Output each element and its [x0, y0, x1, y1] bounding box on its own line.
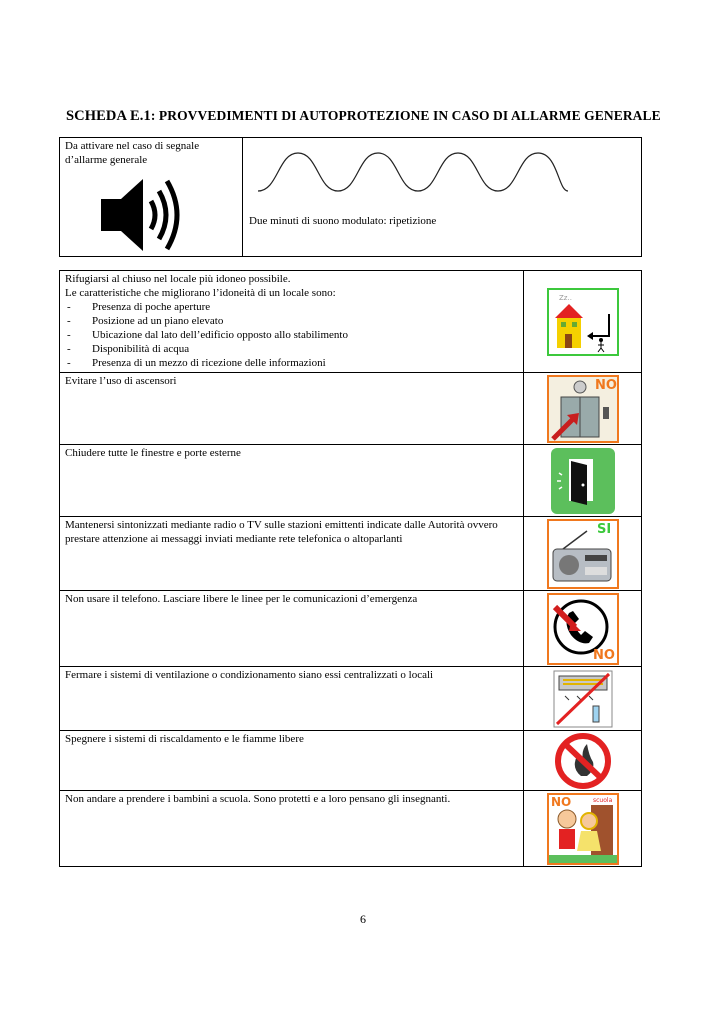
sound-description: Due minuti di suono modulato: ripetizione	[249, 215, 437, 227]
action-row	[60, 373, 642, 445]
action-line: Fermare i sistemi di ventilazione o condizionamento siano essi centralizzati o locali	[65, 669, 434, 681]
action-text-cell	[60, 591, 524, 667]
shelter-house-icon	[547, 288, 619, 356]
action-line: Le caratteristiche che migliorano l’idoneità di un locale sono:	[65, 287, 336, 299]
no-flames-icon	[553, 732, 613, 790]
action-text-cell	[60, 445, 524, 517]
radio-yes-icon	[547, 519, 619, 589]
action-line: Chiudere tutte le finestre e porte esterne	[65, 447, 241, 459]
action-line: Mantenersi sintonizzati mediante radio o TV sulle stazioni emittenti indicate dalle Autorità ovvero prestare attenzione ai messaggi inviati mediante rete telefonica o altoparlanti	[65, 519, 498, 545]
svg-text:Zz..: Zz..	[558, 293, 572, 302]
list-item: - Disponibilità di acqua	[65, 342, 518, 356]
action-line: Rifugiarsi al chiuso nel locale più idoneo possibile.	[65, 273, 291, 285]
speaker-icon	[99, 175, 199, 255]
close-door-icon	[547, 447, 619, 515]
title-prefix: SCHEDA E.1	[66, 108, 151, 124]
alarm-sound-cell	[243, 138, 642, 257]
room-features-list	[65, 300, 518, 370]
no-badge: NO	[594, 377, 617, 393]
action-icon-cell	[524, 591, 642, 667]
action-icon-cell	[524, 373, 642, 445]
action-line: Non andare a prendere i bambini a scuola. Sono protetti e a loro pensano gli insegnanti.	[65, 793, 451, 805]
action-row	[60, 667, 642, 731]
action-text-cell	[60, 667, 524, 731]
action-text-cell	[60, 271, 524, 373]
action-line: Spegnere i sistemi di riscaldamento e le fiamme libere	[65, 733, 304, 745]
page-title	[66, 108, 661, 125]
action-text-cell	[60, 731, 524, 791]
action-row	[60, 791, 642, 867]
page-number: 6	[360, 912, 366, 926]
school-sign: scuola	[592, 796, 612, 804]
action-row	[60, 731, 642, 791]
no-badge: NO	[550, 794, 571, 809]
actions-table	[59, 270, 642, 867]
action-row	[60, 517, 642, 591]
action-icon-cell	[524, 271, 642, 373]
list-item: - Presenza di poche aperture	[65, 300, 518, 314]
action-row	[60, 271, 642, 373]
school-children-no-icon	[547, 793, 619, 865]
action-text-cell	[60, 373, 524, 445]
action-icon-cell	[524, 445, 642, 517]
activation-text: Da attivare nel caso di segnale d’allarme generale	[65, 140, 200, 166]
action-row	[60, 591, 642, 667]
action-line: Non usare il telefono. Lasciare libere le linee per le comunicazioni d’emergenza	[65, 593, 418, 605]
no-badge: NO	[592, 647, 615, 663]
elevator-no-icon	[547, 375, 619, 443]
action-icon-cell	[524, 517, 642, 591]
list-item: - Ubicazione dal lato dell’edificio opposto allo stabilimento	[65, 328, 518, 342]
title-text: : PROVVEDIMENTI DI AUTOPROTEZIONE IN CASO DI ALLARME GENERALE	[150, 108, 661, 123]
ventilation-off-icon	[553, 670, 613, 728]
alarm-table	[59, 137, 642, 257]
si-badge: SI	[596, 521, 611, 537]
modulated-wave-icon	[258, 143, 568, 203]
action-line: Evitare l’uso di ascensori	[65, 375, 177, 387]
action-icon-cell	[524, 731, 642, 791]
alarm-activation-cell	[60, 138, 243, 257]
telephone-no-icon	[547, 593, 619, 665]
action-text-cell	[60, 517, 524, 591]
list-item: - Posizione ad un piano elevato	[65, 314, 518, 328]
list-item: - Presenza di un mezzo di ricezione delle informazioni	[65, 356, 518, 370]
action-icon-cell	[524, 791, 642, 867]
action-text-cell	[60, 791, 524, 867]
action-row	[60, 445, 642, 517]
action-icon-cell	[524, 667, 642, 731]
